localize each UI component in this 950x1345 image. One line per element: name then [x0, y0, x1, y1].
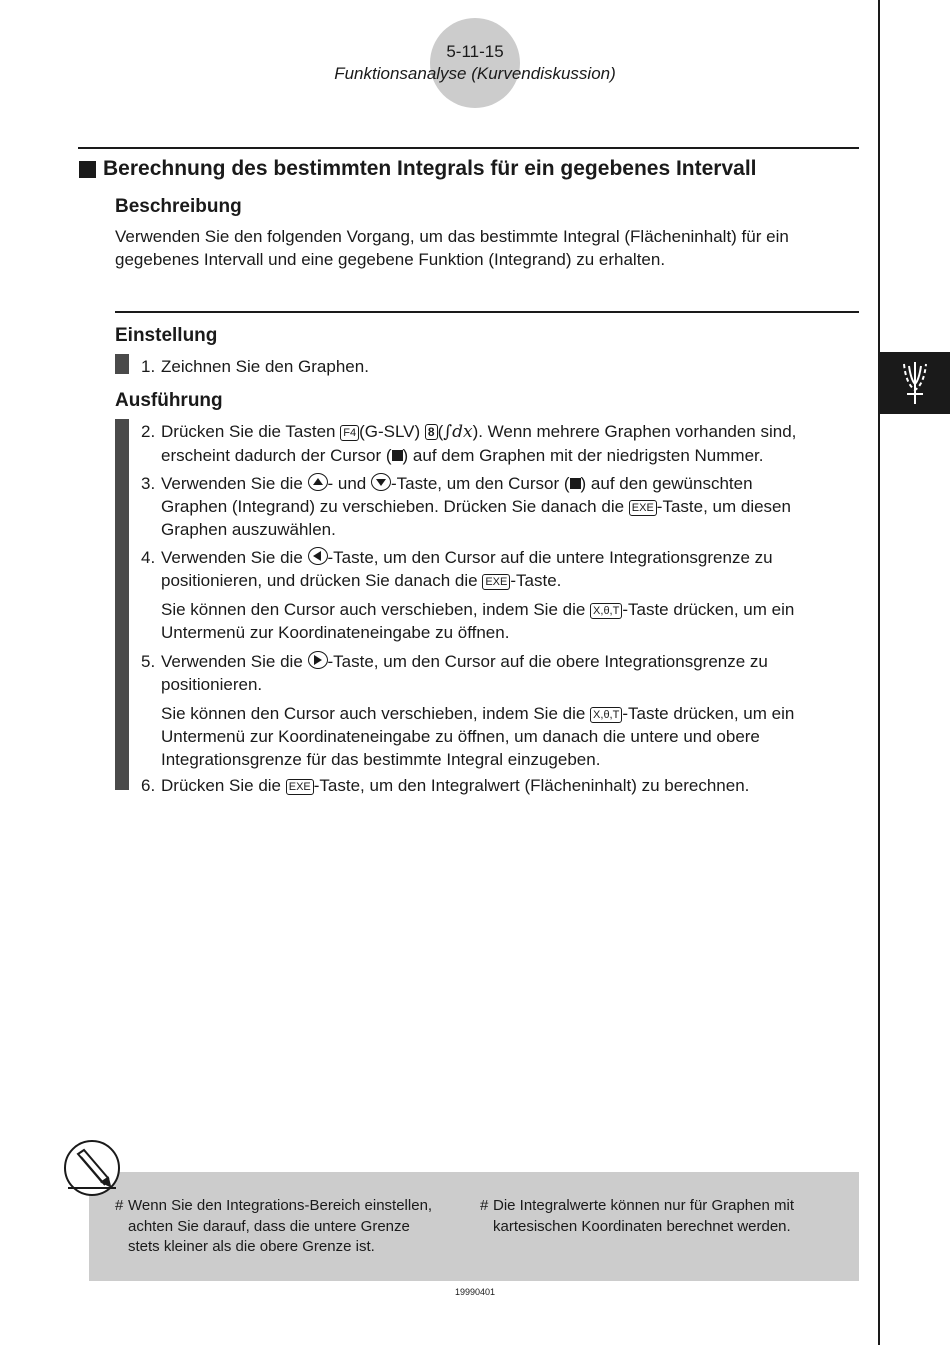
section-title: Berechnung des bestimmten Integrals für ein gegebenes Intervall [103, 157, 757, 180]
note-line: achten Sie darauf, dass die untere Grenze [128, 1217, 410, 1235]
setup-bar [115, 354, 129, 374]
execution-heading: Ausführung [115, 390, 223, 411]
graph-tab-icon [902, 360, 928, 406]
step-line: Drücken Sie die EXE -Taste, um den Integralwert (Flächeninhalt) zu berechnen. [161, 776, 750, 795]
step-number: 2. [141, 422, 156, 441]
note-line: Wenn Sie den Integrations-Bereich einstellen, [128, 1197, 433, 1214]
section-bullet [79, 161, 96, 178]
arrow-up-key-icon [308, 473, 328, 491]
step-line: Integrationsgrenze für das bestimmte Integral einzugeben. [161, 750, 601, 769]
step-number: 4. [141, 548, 156, 567]
cursor-square-icon [392, 450, 403, 461]
note-line: kartesischen Koordinaten berechnet werden. [493, 1217, 791, 1235]
step-number: 3. [141, 474, 156, 493]
xthetat-key-icon: X,θ,T [590, 603, 622, 619]
execution-bar [115, 419, 129, 790]
page-number: 5-11-15 [446, 42, 504, 61]
step-line: Untermenü zur Koordinateneingabe zu öffnen. [161, 623, 510, 642]
description-text [115, 225, 855, 271]
integral-symbol: ∫dx [443, 422, 473, 442]
cursor-square-icon [570, 478, 581, 489]
xthetat-key-icon: X,θ,T [590, 707, 622, 723]
exe-key-icon: EXE [482, 574, 510, 590]
note-line: stets kleiner als die obere Grenze ist. [128, 1238, 375, 1255]
setup-heading: Einstellung [115, 325, 218, 346]
step-number: 6. [141, 776, 156, 795]
f4-key-icon: F4 [340, 425, 359, 441]
exe-key-icon: EXE [286, 779, 314, 795]
exe-key-icon: EXE [629, 500, 657, 516]
page-number-circle [430, 18, 520, 108]
step-text: Zeichnen Sie den Graphen. [161, 357, 369, 376]
step-line: Sie können den Cursor auch verschieben, indem Sie die X,θ,T -Taste drücken, um ein [161, 704, 795, 723]
right-margin-rule [878, 0, 880, 1345]
step-line: Graphen (Integrand) zu verschieben. Drücken Sie danach die EXE -Taste, um diesen [161, 497, 791, 516]
page-subtitle: Funktionsanalyse (Kurvendiskussion) [334, 64, 616, 83]
description-line: Verwenden Sie den folgenden Vorgang, um das bestimmte Integral (Flächeninhalt) für ein [115, 227, 789, 246]
arrow-left-key-icon [308, 547, 328, 565]
top-rule [78, 147, 859, 149]
arrow-right-key-icon [308, 651, 328, 669]
description-line: gegebenes Intervall und eine gegebene Funktion (Integrand) zu erhalten. [115, 250, 666, 269]
step-line: Verwenden Sie die -Taste, um den Cursor auf die obere Integrationsgrenze zu [161, 652, 768, 671]
description-heading: Beschreibung [115, 196, 242, 217]
note-hash: # [115, 1197, 124, 1214]
step-line: Sie können den Cursor auch verschieben, indem Sie die X,θ,T -Taste drücken, um ein [161, 600, 795, 619]
step-line: Verwenden Sie die - und -Taste, um den Cursor ( ) auf den gewünschten [161, 474, 753, 493]
note-hash: # [480, 1197, 489, 1214]
step-line: Untermenü zur Koordinateneingabe zu öffnen, um danach die untere und obere [161, 727, 760, 746]
step-line: Verwenden Sie die -Taste, um den Cursor auf die untere Integrationsgrenze zu [161, 548, 773, 567]
section-rule [115, 311, 859, 313]
step-number: 1. [141, 357, 156, 376]
step-line: positionieren. [161, 675, 263, 694]
step-number: 5. [141, 652, 156, 671]
pencil-note-icon [64, 1140, 124, 1200]
footer-code: 19990401 [454, 1287, 496, 1297]
chapter-tab [880, 352, 950, 414]
step-line: Drücken Sie die Tasten F4 (G-SLV) 8 (∫dx). Wenn mehrere Graphen vorhanden sind, [161, 422, 797, 442]
step-line: positionieren, und drücken Sie danach die EXE -Taste. [161, 571, 562, 590]
eight-key-icon: 8 [425, 424, 438, 440]
note-line: Die Integralwerte können nur für Graphen mit [493, 1197, 794, 1214]
step-line: erscheint dadurch der Cursor ( ) auf dem Graphen mit der niedrigsten Nummer. [161, 446, 764, 465]
step-line: Graphen auszuwählen. [161, 520, 336, 539]
arrow-down-key-icon [371, 473, 391, 491]
